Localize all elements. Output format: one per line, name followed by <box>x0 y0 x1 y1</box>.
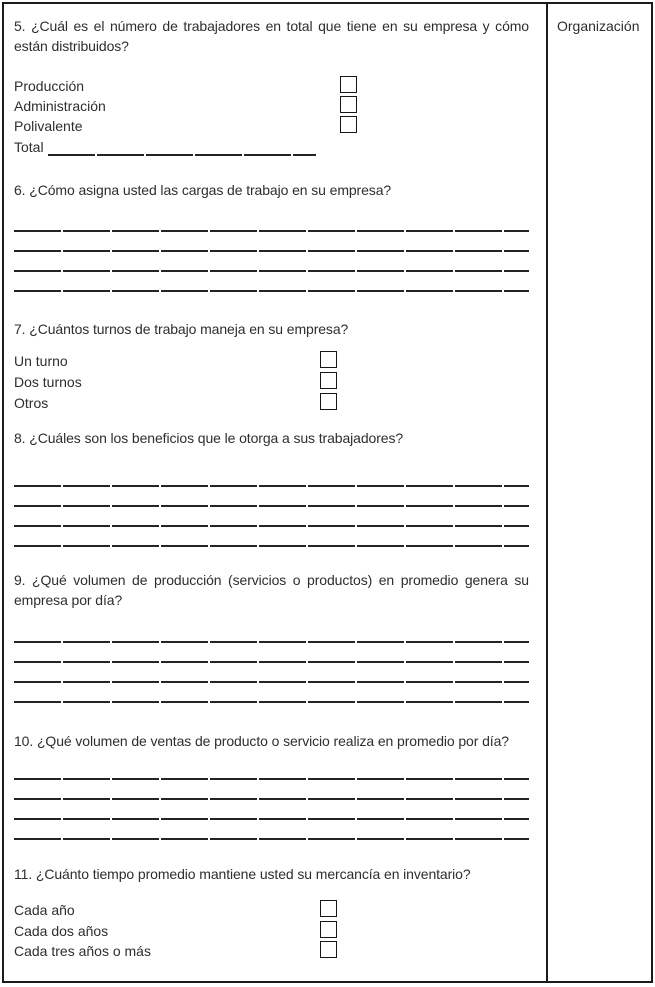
question-8-text: 8. ¿Cuáles son los beneficios que le otorga a sus trabajadores? <box>14 430 404 446</box>
option-row-produccion <box>14 77 529 97</box>
category-label: Organización <box>557 18 640 34</box>
q6-answer-lines <box>14 212 529 292</box>
option-row-cada-dos-anos <box>14 922 529 942</box>
answer-line[interactable] <box>14 507 529 527</box>
q8-answer-lines <box>14 467 529 547</box>
answer-line[interactable] <box>14 467 529 487</box>
answer-line[interactable] <box>14 643 529 663</box>
answer-line[interactable] <box>14 780 529 800</box>
answer-line[interactable] <box>14 760 529 780</box>
questionnaire-page <box>2 2 653 983</box>
option-row-cada-tres-anos-o-mas <box>14 942 529 962</box>
option-row-un-turno <box>14 352 529 372</box>
answer-line[interactable] <box>14 683 529 703</box>
option-label: Producción <box>14 78 85 94</box>
question-column <box>4 4 546 981</box>
total-label: Total <box>14 139 44 155</box>
option-row-dos-turnos <box>14 373 529 393</box>
answer-line[interactable] <box>14 820 529 840</box>
option-label: Administración <box>14 98 106 114</box>
checkbox-administracion[interactable] <box>340 96 357 113</box>
answer-line[interactable] <box>14 663 529 683</box>
option-label: Polivalente <box>14 118 83 134</box>
q10-answer-lines <box>14 760 529 840</box>
checkbox-cada-ano[interactable] <box>320 900 337 917</box>
total-answer-line[interactable] <box>48 138 316 158</box>
option-row-polivalente <box>14 117 529 137</box>
answer-line[interactable] <box>14 487 529 507</box>
option-label: Un turno <box>14 353 68 369</box>
answer-line[interactable] <box>14 272 529 292</box>
answer-line[interactable] <box>14 212 529 232</box>
question-10-text: 10. ¿Qué volumen de ventas de producto o servicio realiza en promedio por día? <box>14 733 509 749</box>
checkbox-cada-dos-anos[interactable] <box>320 921 337 938</box>
checkbox-polivalente[interactable] <box>340 116 357 133</box>
answer-line[interactable] <box>14 800 529 820</box>
option-row-administracion <box>14 97 529 117</box>
question-11-text: 11. ¿Cuánto tiempo promedio mantiene usted su mercancía en inventario? <box>14 866 471 882</box>
checkbox-un-turno[interactable] <box>320 351 337 368</box>
question-9-text: 9. ¿Qué volumen de producción (servicios o productos) en promedio genera su empresa por día? <box>14 572 529 608</box>
answer-line[interactable] <box>14 623 529 643</box>
checkbox-dos-turnos[interactable] <box>320 372 337 389</box>
checkbox-cada-tres-anos-o-mas[interactable] <box>320 941 337 958</box>
question-7-text: 7. ¿Cuántos turnos de trabajo maneja en su empresa? <box>14 321 349 337</box>
checkbox-produccion[interactable] <box>340 76 357 93</box>
question-5-text: 5. ¿Cuál es el número de trabajadores en total que tiene en su empresa y cómo están distribuidos? <box>14 18 529 54</box>
option-label: Dos turnos <box>14 374 82 390</box>
option-label: Cada tres años o más <box>14 943 151 959</box>
option-row-cada-ano <box>14 901 529 921</box>
option-label: Cada año <box>14 902 75 918</box>
option-label: Cada dos años <box>14 923 109 939</box>
total-row <box>14 138 316 158</box>
q9-answer-lines <box>14 623 529 703</box>
checkbox-otros[interactable] <box>320 393 337 410</box>
answer-line[interactable] <box>14 252 529 272</box>
question-6-text: 6. ¿Cómo asigna usted las cargas de trabajo en su empresa? <box>14 182 392 198</box>
answer-line[interactable] <box>14 232 529 252</box>
option-row-otros <box>14 394 529 414</box>
answer-line[interactable] <box>14 527 529 547</box>
category-column <box>548 4 651 981</box>
option-label: Otros <box>14 395 49 411</box>
